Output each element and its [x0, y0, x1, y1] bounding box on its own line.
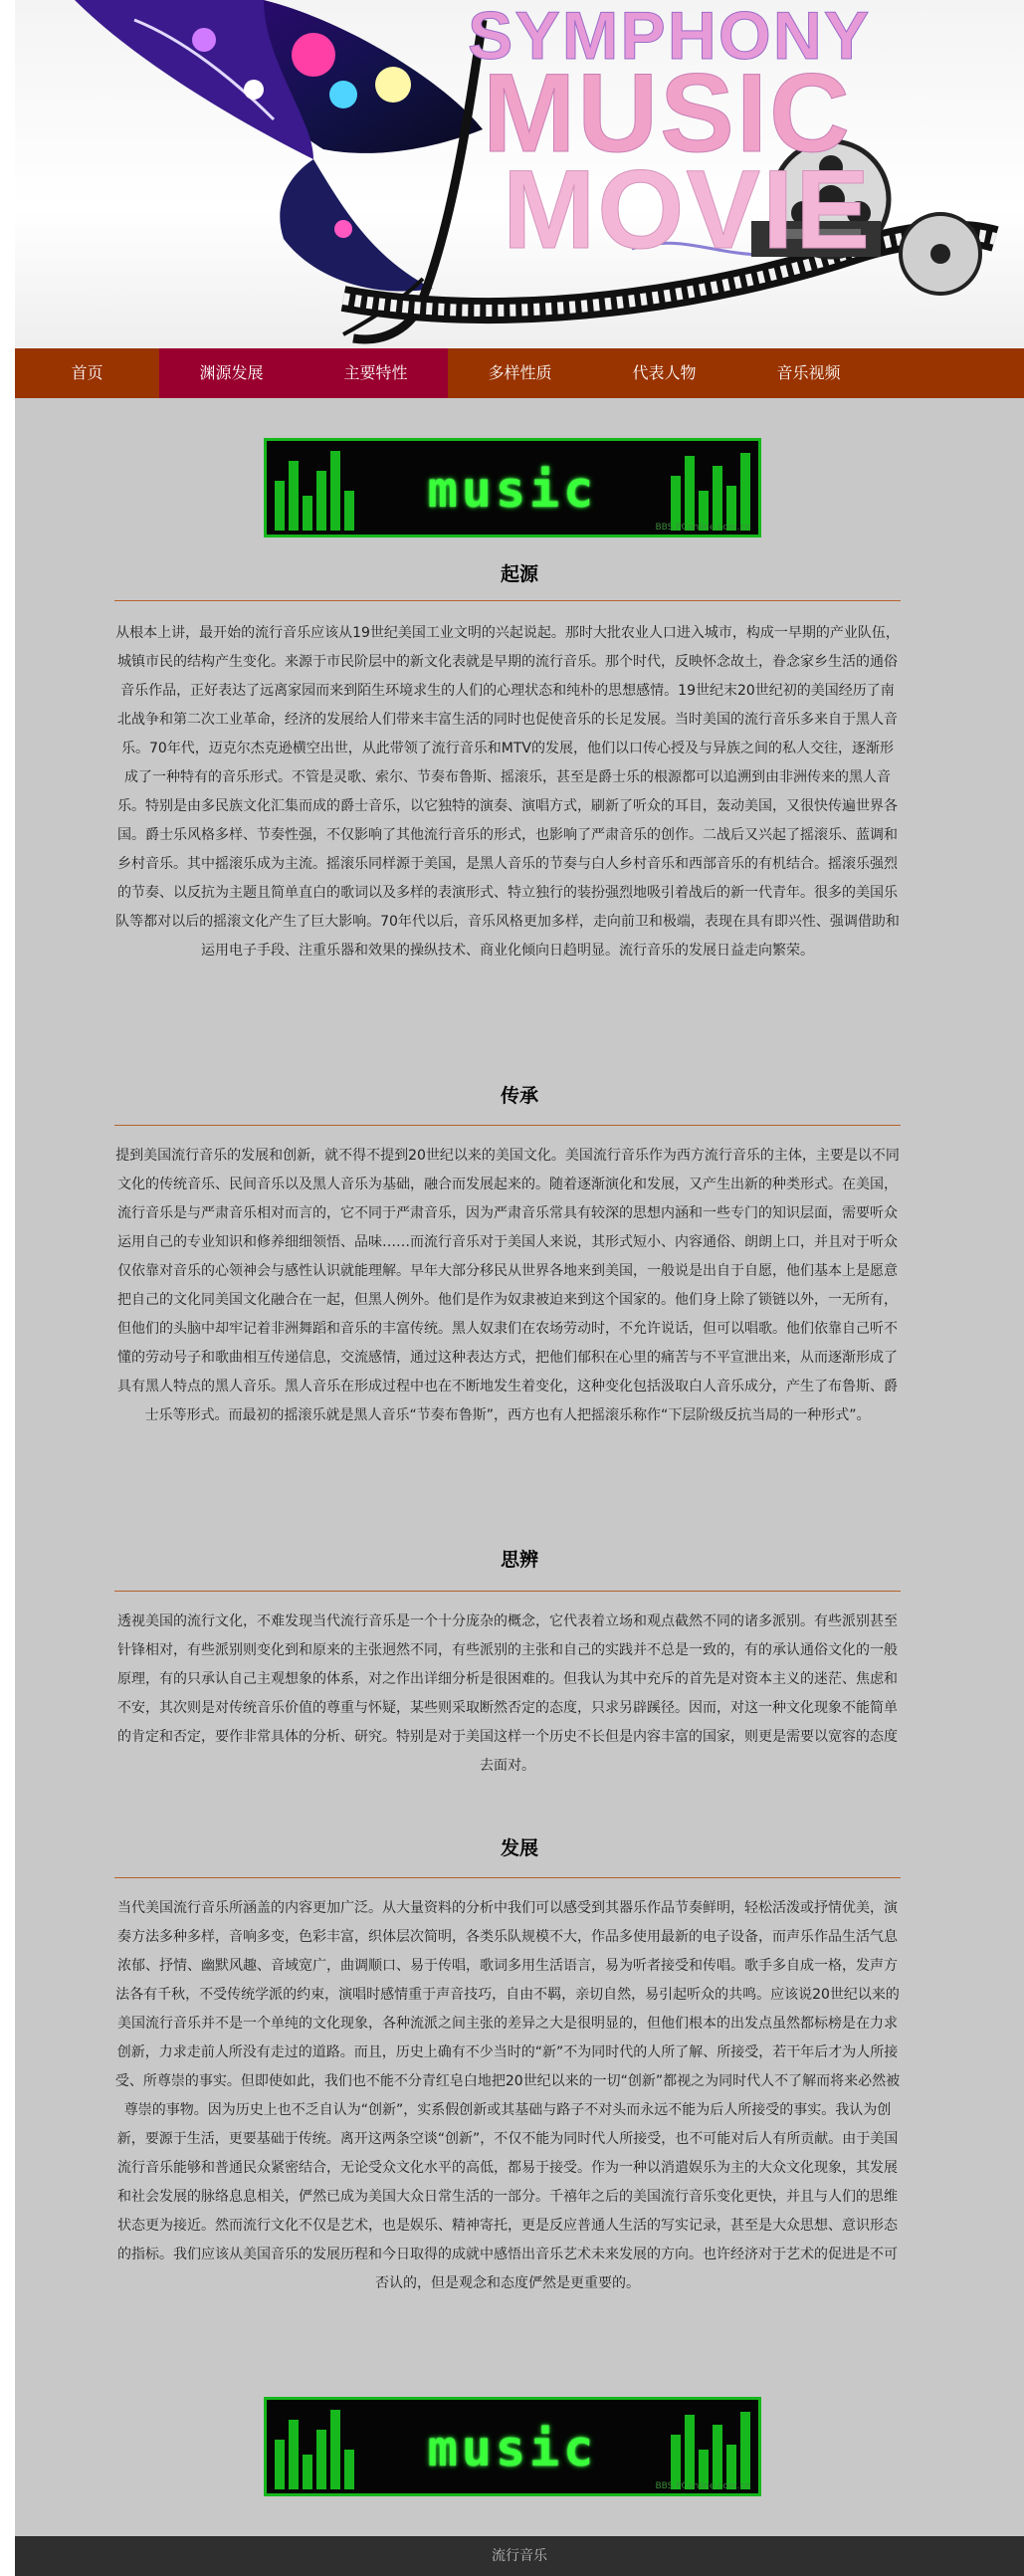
section-divider: [114, 1125, 901, 1126]
banner-word-movie: MOVIE: [503, 147, 872, 272]
section-title-heritage: 传承: [500, 1085, 538, 1107]
nav-item-diversity[interactable]: 多样性质: [488, 363, 552, 382]
music-logo-top: [264, 438, 761, 537]
section-title-reflection: 思辨: [500, 1549, 538, 1571]
banner-word-music: MUSIC: [483, 51, 852, 175]
section-body-reflection: 透视美国的流行文化，不难发现当代流行音乐是一个十分庞杂的概念，它代表着立场和观点截然不同的诸多派别。有些派别甚至针锋相对，有些派别则变化到和原来的主张迥然不同，有些派别的主张和自己的实践并不总是一致的，有的承认通俗文化的一般原理，有的只承认自己主观想象的体系，对之作出详细分析是很困难的。但我认为其中充斥的首先是对资本主义的迷茫、焦虑和不安，其次则是对传统音乐价值的尊重与怀疑，某些则采取断然否定的态度，只求另辟蹊径。因而，对这一种文化现象不能简单的肯定和否定，要作非常具体的分析、研究。特别是对于美国这样一个历史不长但是内容丰富的国家，则更是需要以宽容的态度去面对。: [117, 1613, 898, 1774]
section-body-heritage: 提到美国流行音乐的发展和创新，就不得不提到20世纪以来的美国文化。美国流行音乐作为西方流行音乐的主体，主要是以不同文化的传统音乐、民间音乐以及黑人音乐为基础，融合而发展起来的。随着逐渐演化和发展，又产生出新的种类形式。在美国，流行音乐是与严肃音乐相对而言的，它不同于严肃音乐，因为严肃音乐常具有较深的思想内涵和一些专门的知识层面，需要听众运用自己的专业知识和修养细细领悟、品味……而流行音乐对于美国人来说，其形式短小、内容通俗、朗朗上口，并且对于听众仅依靠对音乐的心领神会与感性认识就能理解。早年大部分移民从世界各地来到美国，一般说是出自于自愿，他们基本上是愿意把自己的文化同美国文化融合在一起，但黑人例外。他们是作为奴隶被迫来到这个国家的。他们身上除了锁链以外，一无所有，但他们的头脑中却牢记着非洲舞蹈和音乐的丰富传统。黑人奴隶们在农场劳动时，不允许说话，但可以唱歌。他们依靠自己听不懂的劳动号子和歌曲相互传递信息，交流感情，通过这种表达方式，把他们郁积在心里的痛苦与不平宣泄出来，从而逐渐形成了具有黑人特点的黑人音乐。黑人音乐在形成过程中也在不断地发生着变化，这种变化包括汲取白人音乐成分，产生了布鲁斯、爵士乐等形式。而最初的摇滚乐就是黑人音乐“节奏布鲁斯”，西方也有人把摇滚乐称作“下层阶级反抗当局的一种形式”。: [115, 1148, 900, 1423]
section-body-origin: 从根本上讲，最开始的流行音乐应该从19世纪美国工业文明的兴起说起。那时大批农业人口进入城市，构成一早期的产业队伍，城镇市民的结构产生变化。来源于市民阶层中的新文化表就是早期的流行音乐。那个时代，反映怀念故土，眷念家乡生活的通俗音乐作品，正好表达了远离家园而来到陌生环境求生的人们的心理状态和纯朴的思想感情。19世纪末20世纪初的美国经历了南北战争和第二次工业革命，经济的发展给人们带来丰富生活的同时也促使音乐的长足发展。当时美国的流行音乐多来自于黑人音乐。70年代，迈克尔杰克逊横空出世，从此带领了流行音乐和MTV的发展，他们以口传心授及与异族之间的私人交往，逐渐形成了一种特有的音乐形式。不管是灵歌、索尔、节奏布鲁斯、摇滚乐，甚至是爵士乐的根源都可以追溯到由非洲传来的黑人音乐。特别是由多民族文化汇集而成的爵士音乐，以它独特的演奏、演唱方式，刷新了听众的耳目，轰动美国，又很快传遍世界各国。爵士乐风格多样、节奏性强，不仅影响了其他流行音乐的形式，也影响了严肃音乐的创作。二战后又兴起了摇滚乐、蓝调和乡村音乐。其中摇滚乐成为主流。摇滚乐同样源于美国，是黑人音乐的节奏与白人乡村音乐和西部音乐的有机结合。摇滚乐强烈的节奏、以反抗为主题且简单直白的歌词以及多样的表演形式、特立独行的装扮强烈地吸引着战后的新一代青年。很多的美国乐队等都对以后的摇滚文化产生了巨大影响。70年代以后，音乐风格更加多样，走向前卫和极端，表现在具有即兴性、强调借助和运用电子手段、注重乐器和效果的操纵技术、商业化倾向日趋明显。流行音乐的发展日益走向繁荣。: [115, 625, 900, 959]
nav-item-origin[interactable]: 渊源发展: [159, 348, 304, 398]
section-title-development: 发展: [500, 1837, 538, 1859]
banner-word-symphony: SYMPHONY: [468, 0, 872, 74]
section-body-development: 当代美国流行音乐所涵盖的内容更加广泛。从大量资料的分析中我们可以感受到其器乐作品节奏鲜明，轻松活泼或抒情优美，演奏方法多种多样，音响多变，色彩丰富，织体层次简明，各类乐队规模不大，作品多使用最新的电子设备，而声乐作品生活气息浓郁、抒情、幽默风趣、音域宽广，曲调顺口、易于传唱，歌词多用生活语言，易为听者接受和传唱。歌手多自成一格，发声方法各有千秋，不受传统学派的约束，演唱时感情重于声音技巧，自由不羁，亲切自然，易引起听众的共鸣。应该说20世纪以来的美国流行音乐并不是一个单纯的文化现象，各种流派之间主张的差异之大是很明显的，但他们根本的出发点虽然都标榜是在力求创新，力求走前人所没有走过的道路。而且，历史上确有不少当时的“新”不为同时代的人所了解、所接受，若干年后才为人所接受、所尊崇的事实。但即使如此，我们也不能不分青红皂白地把20世纪以来的一切“创新”都视之为同时代人不了解而将来必然被尊崇的事物。因为历史上也不乏自认为“创新”，实系假创新或其基础与路子不对头而永远不能为后人所接受的事实。我认为创新，要源于生活，更要基础于传统。离开这两条空谈“创新”，不仅不能为同时代人所接受，也不可能对后人有所贡献。由于美国流行音乐能够和普通民众紧密结合，无论受众文化水平的高低，都易于接受。作为一种以消遣娱乐为主的大众文化现象，其发展和社会发展的脉络息息相关，俨然已成为美国大众日常生活的一部分。千禧年之后的美国流行音乐变化更快，并且与人们的思维状态更为接近。然而流行文化不仅是艺术，也是娱乐、精神寄托，更是反应普通人生活的写实记录，甚至是大众思想、意识形态的指标。我们应该从美国音乐的发展历程和今日取得的成就中感悟出音乐艺术未来发展的方向。也许经济对于艺术的促进是不可否认的，但是观念和态度俨然是更重要的。: [114, 1900, 901, 2291]
nav-item-people[interactable]: 代表人物: [632, 363, 697, 382]
banner-image: [15, 0, 1024, 348]
section-divider: [114, 1877, 901, 1878]
logo-watermark: BBS.PConline.com.cn: [655, 2481, 750, 2491]
music-logo-text: music: [427, 2420, 598, 2477]
nav-item-videos[interactable]: 音乐视频: [776, 363, 841, 382]
music-logo-text: music: [427, 461, 598, 519]
section-title-origin: 起源: [500, 563, 538, 585]
music-logo-bottom: [264, 2397, 761, 2496]
page: [15, 0, 1024, 2576]
footer: 流行音乐: [15, 2536, 1024, 2576]
logo-watermark: BBS.PConline.com.cn: [655, 523, 750, 533]
main-nav: [15, 348, 1024, 398]
section-divider: [114, 1591, 901, 1592]
nav-item-home[interactable]: 首页: [71, 363, 103, 382]
nav-item-features[interactable]: 主要特性: [304, 348, 448, 398]
section-divider: [114, 600, 901, 601]
